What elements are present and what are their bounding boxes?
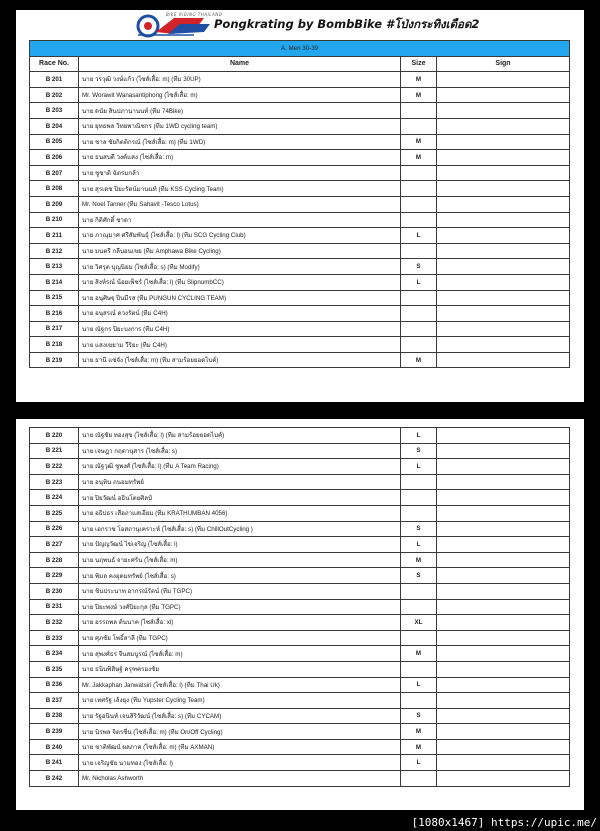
- size-cell: [401, 243, 437, 259]
- size-cell: M: [401, 72, 437, 88]
- name-cell: นาย สุพงศ์ธร จีนสมบูรณ์ (ไซส์เสื้อ: m): [79, 646, 401, 662]
- name-cell: นาย สิงห์รณ์ น้อยเพ็ชร์ (ไซส์เสื้อ: l) (ทีม SlipnumbCC): [79, 274, 401, 290]
- race-number-cell: B 228: [30, 552, 79, 568]
- name-cell: นาย สุรเดช ปิยะรัตน์มานนท์ (ทีม KSS Cycling Team): [79, 181, 401, 197]
- race-number-cell: B 213: [30, 259, 79, 275]
- race-number-cell: B 204: [30, 118, 79, 134]
- name-cell: นาย กิติศักดิ์ ชาดา: [79, 212, 401, 228]
- watermark-text: [1080x1467] https://upic.me/: [411, 816, 597, 829]
- name-cell: นาย อนุศิษฐุ ปิ่นมีรส (ทีม PUNGUN CYCLING TEAM): [79, 290, 401, 306]
- sign-cell[interactable]: [437, 459, 570, 475]
- table-row: [30, 103, 570, 119]
- race-number-cell: B 230: [30, 583, 79, 599]
- name-cell: นาย วิศรุต บุญนิยม (ไซส์เสื้อ: s) (ทีม Modify): [79, 259, 401, 275]
- roster-page-1: [16, 10, 584, 402]
- name-cell: นาย ณัฐกร ปิยะบงการ (ทีม C4H): [79, 321, 401, 337]
- name-cell: นาย รัฐอนินท์ เจนสิริวัฒน์ (ไซส์เสื้อ: s) (ทีม CYCAM): [79, 708, 401, 724]
- table-row: [30, 443, 570, 459]
- size-cell: [401, 474, 437, 490]
- race-number-cell: B 211: [30, 228, 79, 244]
- size-cell: [401, 290, 437, 306]
- table-row: [30, 196, 570, 212]
- race-number-cell: B 206: [30, 150, 79, 166]
- table-row: [30, 72, 570, 88]
- sign-cell[interactable]: [437, 337, 570, 353]
- name-cell: นาย ดนัย สินปภานานนท์ (ทีม 74Bike): [79, 103, 401, 119]
- race-number-cell: B 224: [30, 490, 79, 506]
- name-cell: นาย วรวุฒิ วงษ์แก้ว (ไซส์เสื้อ: m) (ทีม 30UP): [79, 72, 401, 88]
- sign-cell[interactable]: [437, 196, 570, 212]
- race-number-cell: B 241: [30, 755, 79, 771]
- sign-cell[interactable]: [437, 306, 570, 322]
- size-cell: L: [401, 428, 437, 444]
- table-row: [30, 630, 570, 646]
- name-cell: นาย ณัฐวุฒิ ชูพงศ์ (ไซส์เสื้อ: l) (ทีม A Team Racing): [79, 459, 401, 475]
- sign-cell[interactable]: [437, 646, 570, 662]
- name-cell: นาย เทศรัฐ เล้งยุง (ทีม Yupster Cycling Team): [79, 693, 401, 709]
- race-number-cell: B 208: [30, 181, 79, 197]
- table-row: [30, 259, 570, 275]
- size-cell: [401, 583, 437, 599]
- table-row: [30, 646, 570, 662]
- race-number-cell: B 210: [30, 212, 79, 228]
- table-row: [30, 290, 570, 306]
- table-row: [30, 771, 570, 787]
- sign-cell[interactable]: [437, 443, 570, 459]
- table-row: [30, 87, 570, 103]
- size-cell: [401, 771, 437, 787]
- table-row: [30, 118, 570, 134]
- table-row: [30, 615, 570, 631]
- name-cell: Mr. Noel Tanner (ทีม Sahavit -Tesco Lotus): [79, 196, 401, 212]
- table-row: [30, 243, 570, 259]
- category-title: A. Men 30-39: [30, 41, 570, 57]
- size-cell: [401, 212, 437, 228]
- table-row: [30, 228, 570, 244]
- race-number-cell: B 214: [30, 274, 79, 290]
- name-cell: นาย ภาณุมาศ ศรีสัมพันธุ์ (ไซส์เสื้อ: l) (ทีม SCG Cycling Club): [79, 228, 401, 244]
- size-cell: M: [401, 739, 437, 755]
- table-row: [30, 537, 570, 553]
- race-number-cell: B 239: [30, 724, 79, 740]
- size-cell: S: [401, 521, 437, 537]
- table-row: [30, 150, 570, 166]
- sign-cell[interactable]: [437, 552, 570, 568]
- name-cell: นาย เจริญชัย นามทอง (ไซส์เสื้อ: l): [79, 755, 401, 771]
- table-row: [30, 134, 570, 150]
- name-cell: นาย อนุทิน ถนอมทรัพย์: [79, 474, 401, 490]
- sign-cell[interactable]: [437, 739, 570, 755]
- size-cell: M: [401, 134, 437, 150]
- table-row: [30, 599, 570, 615]
- race-no-header: Race No.: [30, 56, 79, 72]
- table-row: [30, 739, 570, 755]
- table-row: [30, 321, 570, 337]
- table-row: [30, 212, 570, 228]
- size-cell: L: [401, 459, 437, 475]
- sign-cell[interactable]: [437, 212, 570, 228]
- name-cell: นาย ธนินพิสิษฐ์ ครุฑครองชัย: [79, 661, 401, 677]
- sign-cell[interactable]: [437, 771, 570, 787]
- name-header: Name: [79, 56, 401, 72]
- sign-cell[interactable]: [437, 181, 570, 197]
- table-row: [30, 474, 570, 490]
- size-cell: [401, 165, 437, 181]
- sign-cell[interactable]: [437, 165, 570, 181]
- race-number-cell: B 207: [30, 165, 79, 181]
- race-number-cell: B 202: [30, 87, 79, 103]
- sign-cell[interactable]: [437, 521, 570, 537]
- table-row: [30, 459, 570, 475]
- size-cell: [401, 599, 437, 615]
- sign-cell[interactable]: [437, 568, 570, 584]
- sign-cell[interactable]: [437, 87, 570, 103]
- name-cell: นาย ชาล ชัยกิตติกรณ์ (ไซส์เสื้อ: m) (ทีม 1WD): [79, 134, 401, 150]
- size-cell: M: [401, 87, 437, 103]
- size-cell: L: [401, 274, 437, 290]
- size-cell: M: [401, 552, 437, 568]
- table-row: [30, 337, 570, 353]
- sign-cell[interactable]: [437, 228, 570, 244]
- page-header: [16, 10, 584, 40]
- race-number-cell: B 238: [30, 708, 79, 724]
- size-cell: S: [401, 443, 437, 459]
- race-number-cell: B 234: [30, 646, 79, 662]
- size-cell: [401, 490, 437, 506]
- table-row: [30, 693, 570, 709]
- roster-table: [29, 40, 570, 368]
- name-cell: นาย นฤพนธ์ จายะศร้น (ไซส์เสื้อ: m): [79, 552, 401, 568]
- size-cell: [401, 630, 437, 646]
- sign-cell[interactable]: [437, 755, 570, 771]
- race-number-cell: B 203: [30, 103, 79, 119]
- name-cell: นาย ยุทธพล วิทยพาณิชกร (ทีม 1WD cycling team): [79, 118, 401, 134]
- table-row: [30, 181, 570, 197]
- race-number-cell: B 240: [30, 739, 79, 755]
- race-number-cell: B 233: [30, 630, 79, 646]
- table-row: [30, 583, 570, 599]
- table-row: [30, 352, 570, 368]
- table-row: [30, 505, 570, 521]
- size-cell: [401, 321, 437, 337]
- race-number-cell: B 229: [30, 568, 79, 584]
- size-cell: L: [401, 537, 437, 553]
- race-number-cell: B 209: [30, 196, 79, 212]
- sign-cell[interactable]: [437, 118, 570, 134]
- size-header: Size: [401, 56, 437, 72]
- page-title: Pongkrating by BombBike #โป่งกระทิงเดือด2: [214, 17, 480, 31]
- race-number-cell: B 218: [30, 337, 79, 353]
- size-cell: M: [401, 724, 437, 740]
- name-cell: นาย อนุสรณ์ ดวงรัตน์ (ทีม C4H): [79, 306, 401, 322]
- race-number-cell: B 222: [30, 459, 79, 475]
- size-cell: M: [401, 150, 437, 166]
- table-row: [30, 552, 570, 568]
- race-number-cell: B 205: [30, 134, 79, 150]
- sign-cell[interactable]: [437, 290, 570, 306]
- roster-page-2: [16, 419, 584, 810]
- size-cell: [401, 505, 437, 521]
- size-cell: L: [401, 677, 437, 693]
- sign-cell[interactable]: [437, 505, 570, 521]
- table-row: [30, 306, 570, 322]
- race-number-cell: B 235: [30, 661, 79, 677]
- name-cell: นาย ชินประนาท อากรณ์รัตน์ (ทีม TGPC): [79, 583, 401, 599]
- name-cell: นาย ปิยวัฒน์ อธินโตยศิลป์: [79, 490, 401, 506]
- sign-cell[interactable]: [437, 243, 570, 259]
- race-number-cell: B 232: [30, 615, 79, 631]
- size-cell: S: [401, 708, 437, 724]
- sign-cell[interactable]: [437, 599, 570, 615]
- race-number-cell: B 221: [30, 443, 79, 459]
- table-row: [30, 724, 570, 740]
- name-cell: นาย ปัญญวัฒน์ ไข่เจริญ (ไซส์เสื้อ: l): [79, 537, 401, 553]
- name-cell: นาย ธนสบดี วงค์แสง (ไซส์เสื้อ: m): [79, 150, 401, 166]
- size-cell: L: [401, 228, 437, 244]
- name-cell: นาย เจษฎา กฤตานุสาร (ไซส์เสื้อ: s): [79, 443, 401, 459]
- sign-header: Sign: [437, 56, 570, 72]
- sign-cell[interactable]: [437, 428, 570, 444]
- name-cell: นาย อธิปธร เสือถาแสเอียม (ทีม KRATHUMBAN 4056): [79, 505, 401, 521]
- size-cell: S: [401, 568, 437, 584]
- size-cell: M: [401, 646, 437, 662]
- size-cell: [401, 118, 437, 134]
- race-number-cell: B 236: [30, 677, 79, 693]
- logo-caption: BIKE RIDING THAILAND: [166, 12, 223, 17]
- sign-cell[interactable]: [437, 274, 570, 290]
- table-row: [30, 677, 570, 693]
- sign-cell[interactable]: [437, 630, 570, 646]
- size-cell: M: [401, 352, 437, 368]
- name-cell: นาย มนตรี กลีบอนเขย (ทีม Amphawa Bike Cycling): [79, 243, 401, 259]
- size-cell: [401, 181, 437, 197]
- race-number-cell: B 217: [30, 321, 79, 337]
- sign-cell[interactable]: [437, 474, 570, 490]
- race-number-cell: B 216: [30, 306, 79, 322]
- size-cell: L: [401, 755, 437, 771]
- name-cell: นาย แสงเขยาม วีริยะ (ทีม C4H): [79, 337, 401, 353]
- table-row: [30, 661, 570, 677]
- name-cell: นาย ศุภชัย โพธิ์สาลี (ทีม TGPC): [79, 630, 401, 646]
- name-cell: นาย เอกราช โอสถานุเคราะห์ (ไซส์เสื้อ: s) (ทีม ChillOutCycling ): [79, 521, 401, 537]
- name-cell: นาย ธานี แซ่จัง (ไซส์เสื้อ: m) (ทีม สามร้อยยอดไบค์): [79, 352, 401, 368]
- sign-cell[interactable]: [437, 321, 570, 337]
- sign-cell[interactable]: [437, 693, 570, 709]
- race-number-cell: B 226: [30, 521, 79, 537]
- sign-cell[interactable]: [437, 661, 570, 677]
- name-cell: นาย พิมล คงอุดมทรัพย์ (ไซส์เสื้อ: s): [79, 568, 401, 584]
- name-cell: นาย ชูชาติ ฉัตรมกล้า: [79, 165, 401, 181]
- name-cell: นาย ปิยะพงษ์ วงศ์ปิยะกุล (ทีม TGPC): [79, 599, 401, 615]
- table-row: [30, 755, 570, 771]
- table-row: [30, 521, 570, 537]
- race-number-cell: B 212: [30, 243, 79, 259]
- name-cell: Mr. Worawit Wanasantiphong (ไซส์เสื้อ: m): [79, 87, 401, 103]
- race-number-cell: B 220: [30, 428, 79, 444]
- roster-table: [29, 427, 570, 787]
- race-number-cell: B 227: [30, 537, 79, 553]
- table-row: [30, 708, 570, 724]
- sign-cell[interactable]: [437, 103, 570, 119]
- size-cell: XL: [401, 615, 437, 631]
- size-cell: [401, 103, 437, 119]
- race-number-cell: B 231: [30, 599, 79, 615]
- size-cell: [401, 661, 437, 677]
- race-number-cell: B 201: [30, 72, 79, 88]
- category-row: [30, 41, 570, 57]
- race-number-cell: B 219: [30, 352, 79, 368]
- sign-cell[interactable]: [437, 537, 570, 553]
- sign-cell[interactable]: [437, 72, 570, 88]
- sign-cell[interactable]: [437, 708, 570, 724]
- name-cell: นาย นิรพล จิตรชื่น (ไซส์เสื้อ: m) (ทีม On/Off Cycling): [79, 724, 401, 740]
- race-number-cell: B 237: [30, 693, 79, 709]
- name-cell: นาย อรรถพล ต้นนาค (ไซส์เสื้อ: xl): [79, 615, 401, 631]
- size-cell: S: [401, 259, 437, 275]
- sign-cell[interactable]: [437, 724, 570, 740]
- name-cell: นาย ณัฐชัย ทองสุข (ไซส์เสื้อ: l) (ทีม สามร้อยยอดไบค์): [79, 428, 401, 444]
- sign-cell[interactable]: [437, 259, 570, 275]
- race-number-cell: B 215: [30, 290, 79, 306]
- sign-cell[interactable]: [437, 583, 570, 599]
- name-cell: นาย ชาติพัฒน์ ผลภาค (ไซส์เสื้อ: m) (ทีม AXMAN): [79, 739, 401, 755]
- table-row: [30, 165, 570, 181]
- race-number-cell: B 242: [30, 771, 79, 787]
- sign-cell[interactable]: [437, 615, 570, 631]
- name-cell: Mr. Nicholas Ashworth: [79, 771, 401, 787]
- race-number-cell: B 223: [30, 474, 79, 490]
- sign-cell[interactable]: [437, 134, 570, 150]
- size-cell: [401, 196, 437, 212]
- sign-cell[interactable]: [437, 677, 570, 693]
- size-cell: [401, 693, 437, 709]
- size-cell: [401, 337, 437, 353]
- sign-cell[interactable]: [437, 490, 570, 506]
- sign-cell[interactable]: [437, 150, 570, 166]
- table-row: [30, 274, 570, 290]
- sign-cell[interactable]: [437, 352, 570, 368]
- size-cell: [401, 306, 437, 322]
- table-row: [30, 490, 570, 506]
- table-row: [30, 428, 570, 444]
- name-cell: Mr. Jakkaphan Janwatsiri (ไซส์เสื้อ: l) (ทีม Thai Uk): [79, 677, 401, 693]
- table-row: [30, 568, 570, 584]
- header-row: [30, 56, 570, 72]
- race-number-cell: B 225: [30, 505, 79, 521]
